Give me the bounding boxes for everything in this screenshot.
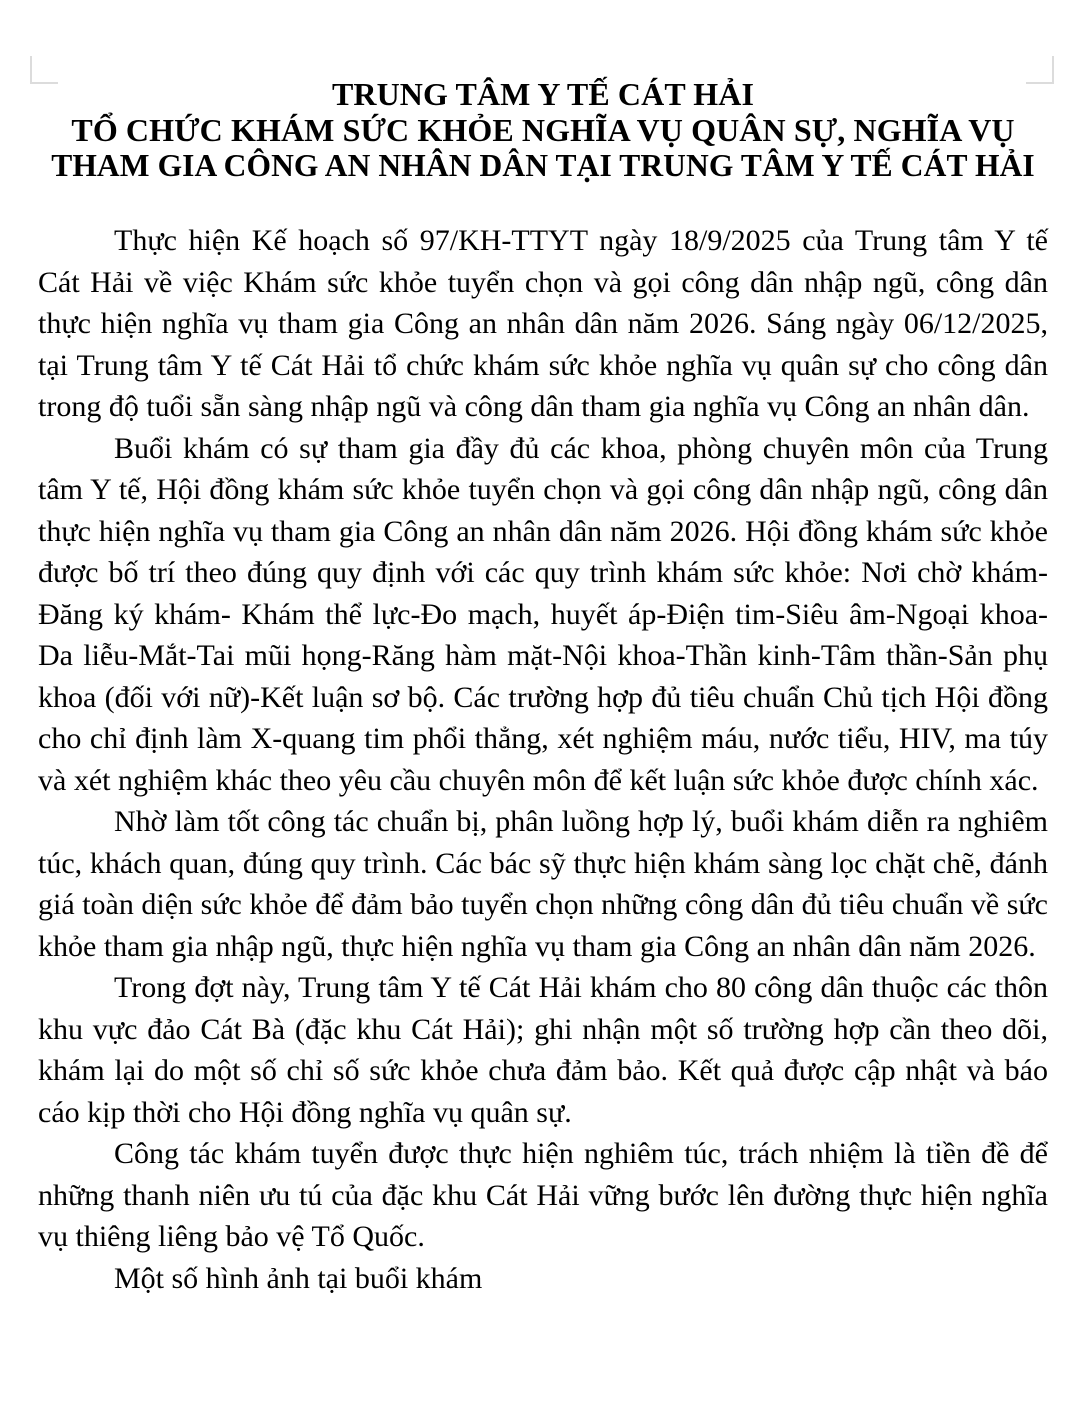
title-line-3: THAM GIA CÔNG AN NHÂN DÂN TẠI TRUNG TÂM Y TẾ CÁT HẢI — [51, 148, 1035, 183]
paragraph-2: Buổi khám có sự tham gia đầy đủ các khoa, phòng chuyên môn của Trung tâm Y tế, Hội đồng khám sức khỏe tuyển chọn và gọi công dân nhập ngũ, công dân thực hiện nghĩa vụ tham gia Công an nhân dân năm 2026. Hội đồng khám sức khỏe được bố trí theo đúng quy định với các quy trình khám sức khỏe: Nơi chờ khám-Đăng ký khám- Khám thể lực-Đo mạch, huyết áp-Điện tim-Siêu âm-Ngoại khoa-Da liễu-Mắt-Tai mũi họng-Răng hàm mặt-Nội khoa-Thần kinh-Tâm thần-Sản phụ khoa (đối với nữ)-Kết luận sơ bộ. Các trường hợp đủ tiêu chuẩn Chủ tịch Hội đồng cho chỉ định làm X-quang tim phổi thẳng, xét nghiệm máu, nước tiểu, HIV, ma túy và xét nghiệm khác theo yêu cầu chuyên môn để kết luận sức khỏe được chính xác. — [38, 431, 1048, 797]
document-body — [38, 220, 1048, 1299]
paragraph-1: Thực hiện Kế hoạch số 97/KH-TTYT ngày 18/9/2025 của Trung tâm Y tế Cát Hải về việc Khám sức khỏe tuyển chọn và gọi công dân nhập ngũ, công dân thực hiện nghĩa vụ tham gia Công an nhân dân năm 2026. Sáng ngày 06/12/2025, tại Trung tâm Y tế Cát Hải tổ chức khám sức khỏe nghĩa vụ quân sự cho công dân trong độ tuổi sẵn sàng nhập ngũ và công dân tham gia nghĩa vụ Công an nhân dân. — [38, 224, 1048, 423]
paragraph-4: Trong đợt này, Trung tâm Y tế Cát Hải khám cho 80 công dân thuộc các thôn khu vực đảo Cát Bà (đặc khu Cát Hải); ghi nhận một số trường hợp cần theo dõi, khám lại do một số chỉ số sức khỏe chưa đảm bảo. Kết quả được cập nhật và báo cáo kịp thời cho Hội đồng nghĩa vụ quân sự. — [38, 971, 1048, 1129]
paragraph-3: Nhờ làm tốt công tác chuẩn bị, phân luồng hợp lý, buổi khám diễn ra nghiêm túc, khách quan, đúng quy trình. Các bác sỹ thực hiện khám sàng lọc chặt chẽ, đánh giá toàn diện sức khỏe để đảm bảo tuyển chọn những công dân đủ tiêu chuẩn về sức khỏe tham gia nhập ngũ, thực hiện nghĩa vụ tham gia Công an nhân dân năm 2026. — [38, 805, 1048, 963]
paragraph-image-caption-note: Một số hình ảnh tại buổi khám — [114, 1261, 483, 1295]
page-title — [38, 76, 1048, 184]
paragraph-5: Công tác khám tuyển được thực hiện nghiêm túc, trách nhiệm là tiền đề để những thanh niên ưu tú của đặc khu Cát Hải vững bước lên đường thực hiện nghĩa vụ thiêng liêng bảo vệ Tổ Quốc. — [38, 1137, 1048, 1253]
title-line-1: TRUNG TÂM Y TẾ CÁT HẢI — [331, 76, 755, 112]
title-line-2: TỔ CHỨC KHÁM SỨC KHỎE NGHĨA VỤ QUÂN SỰ, NGHĨA VỤ — [71, 112, 1015, 148]
